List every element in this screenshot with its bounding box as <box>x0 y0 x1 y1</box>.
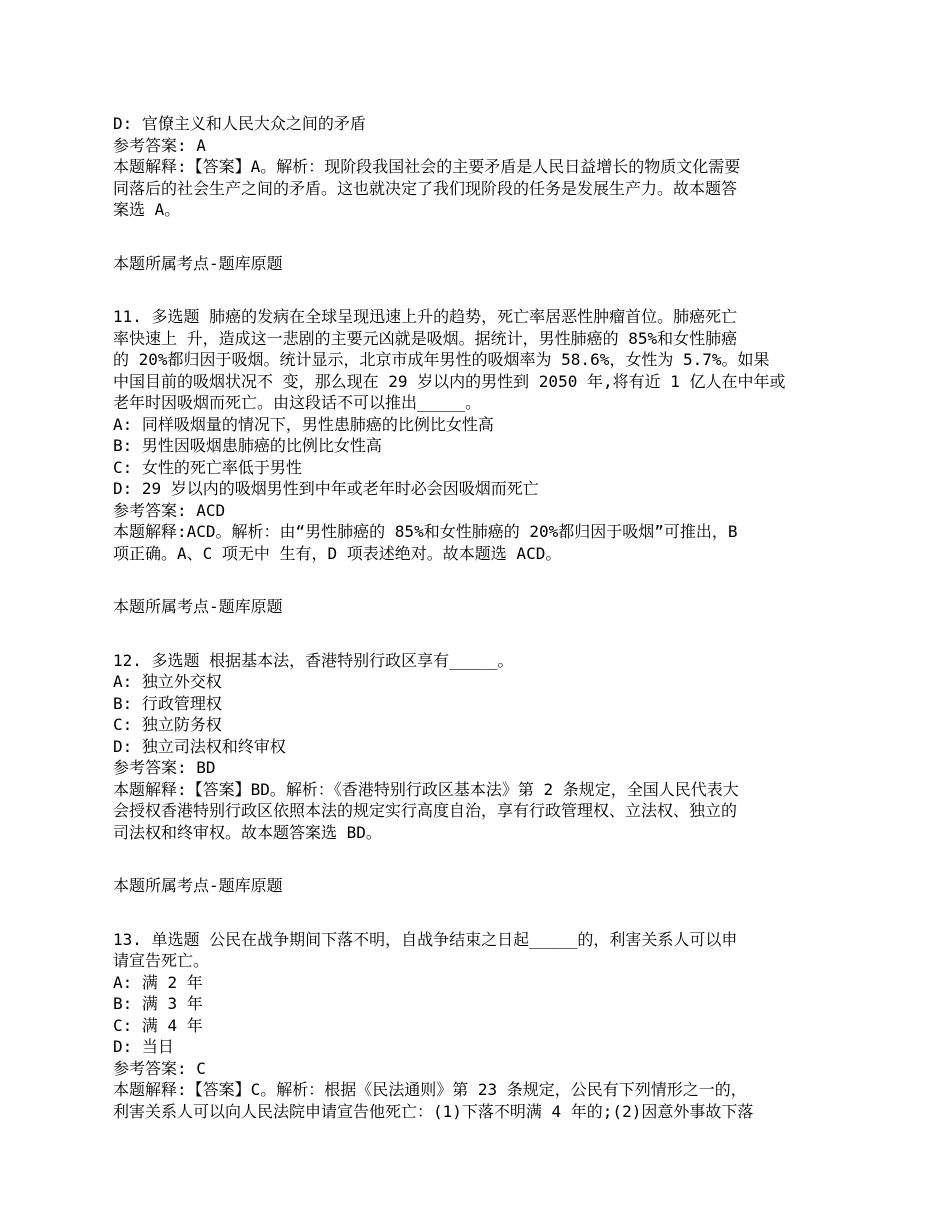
option-b: B: 男性因吸烟患肺癌的比例比女性高 <box>113 436 382 455</box>
option-c: C: 满 4 年 <box>113 1015 203 1035</box>
question-stem: 中国目前的吸烟状况不 变，那么现在 29 岁以内的男性到 2050 年,将有近 1 亿人在中年或 <box>113 371 786 391</box>
question-13 <box>113 929 843 1123</box>
topic-label: 本题所属考点-题库原题 <box>113 597 283 616</box>
option-d: D: 官僚主义和人民大众之间的矛盾 <box>113 114 366 133</box>
explanation-line: 本题解释:【答案】BD。解析：《香港特别行政区基本法》第 2 条规定，全国人民代表大 <box>113 779 739 799</box>
reference-answer: 参考答案: C <box>113 1058 206 1078</box>
question-stem: 率快速上 升，造成这一悲剧的主要元凶就是吸烟。据统计，男性肺癌的 85%和女性肺癌 <box>113 328 738 348</box>
question-stem: 13. 单选题 公民在战争期间下落不明，自战争结束之日起_____的，利害关系人可以申 <box>113 929 738 949</box>
question-stem: 的 20%都归因于吸烟。统计显示，北京市成年男性的吸烟率为 58.6%，女性为 5.7%。如果 <box>113 350 770 369</box>
reference-answer: 参考答案: ACD <box>113 500 226 520</box>
document-content <box>113 113 843 1122</box>
option-a: A: 同样吸烟量的情况下，男性患肺癌的比例比女性高 <box>113 414 494 434</box>
question-stem: 12. 多选题 根据基本法，香港特别行政区享有_____。 <box>113 650 514 670</box>
option-c: C: 独立防务权 <box>113 715 222 734</box>
question-10-tail <box>113 113 843 221</box>
explanation-line: 项正确。A、C 项无中 生有，D 项表述绝对。故本题选 ACD。 <box>113 543 562 563</box>
explanation-line: 案选 A。 <box>113 200 181 219</box>
question-stem: 11. 多选题 肺癌的发病在全球呈现迅速上升的趋势，死亡率居恶性肿瘤首位。肺癌死亡 <box>113 307 738 326</box>
option-b: B: 满 3 年 <box>113 994 203 1013</box>
explanation-line: 同落后的社会生产之间的矛盾。这也就决定了我们现阶段的任务是发展生产力。故本题答 <box>113 178 738 198</box>
question-12 <box>113 650 843 844</box>
explanation-line: 本题解释:【答案】C。解析：根据《民法通则》第 23 条规定，公民有下列情形之一的， <box>113 1080 747 1099</box>
question-stem: 请宣告死亡。 <box>113 951 210 970</box>
reference-answer: 参考答案: BD <box>113 758 216 777</box>
option-b: B: 行政管理权 <box>113 693 222 713</box>
option-d: D: 29 岁以内的吸烟男性到中年或老年时必会因吸烟而死亡 <box>113 479 539 498</box>
question-stem: 老年时因吸烟而死亡。由这段话不可以推出_____。 <box>113 393 482 412</box>
option-a: A: 满 2 年 <box>113 972 203 992</box>
option-d: D: 独立司法权和终审权 <box>113 736 286 756</box>
option-c: C: 女性的死亡率低于男性 <box>113 457 302 477</box>
question-11 <box>113 306 843 564</box>
explanation-line: 司法权和终审权。故本题答案选 BD。 <box>113 822 382 842</box>
explanation-line: 本题解释:ACD。解析：由“男性肺癌的 85%和女性肺癌的 20%都归因于吸烟”可推出，B <box>113 522 738 541</box>
reference-answer: 参考答案: A <box>113 135 206 155</box>
explanation-line: 利害关系人可以向人民法院申请宣告他死亡：(1)下落不明满 4 年的;(2)因意外事故下落 <box>113 1101 754 1121</box>
option-d: D: 当日 <box>113 1037 174 1056</box>
topic-label: 本题所属考点-题库原题 <box>113 876 283 895</box>
option-a: A: 独立外交权 <box>113 672 222 691</box>
explanation-line: 会授权香港特别行政区依照本法的规定实行高度自治，享有行政管理权、立法权、独立的 <box>113 801 738 820</box>
explanation-line: 本题解释:【答案】A。解析：现阶段我国社会的主要矛盾是人民日益增长的物质文化需要 <box>113 157 741 176</box>
topic-label: 本题所属考点-题库原题 <box>113 253 283 273</box>
